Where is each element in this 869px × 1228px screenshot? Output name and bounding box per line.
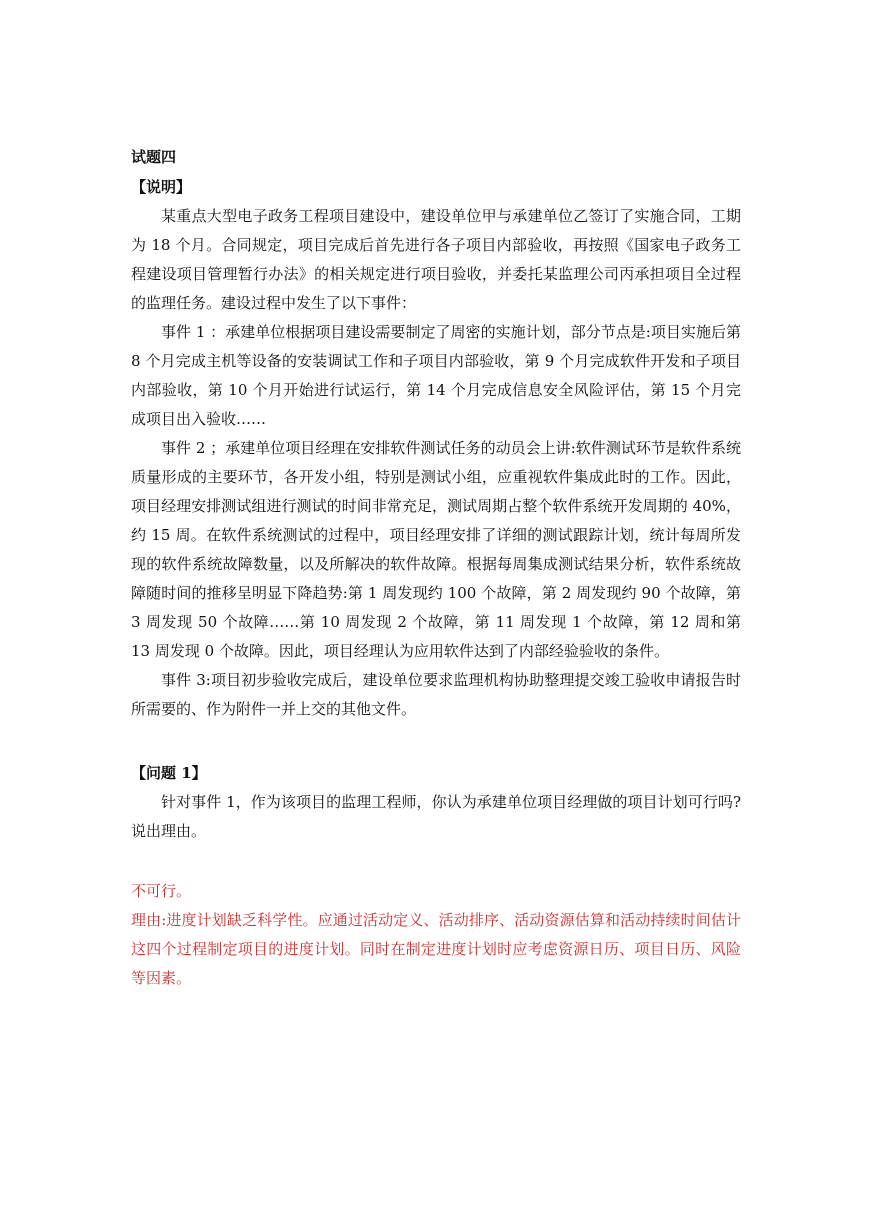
answer-reason: 理由:进度计划缺乏科学性。应通过活动定义、活动排序、活动资源估算和活动持续时间估计这四个过程制定项目的进度计划。同时在制定进度计划时应考虑资源日历、项目日历、风险等因素。 <box>131 911 741 987</box>
question-text: 针对事件 1，作为该项目的监理工程师，你认为承建单位项目经理做的项目计划可行吗?说出理由。 <box>131 793 741 840</box>
paragraph-intro: 某重点大型电子政务工程项目建设中，建设单位甲与承建单位乙签订了实施合同，工期为 18 个月。合同规定，项目完成后首先进行各子项目内部验收，再按照《国家电子政务工程建设项目管理暂行办法》的相关规定进行项目验收，并委托某监理公司丙承担项目全过程的监理任务。建设过程中发生了以下事件： <box>131 207 741 312</box>
spacer <box>131 846 741 877</box>
question-label: 【问题 1】 <box>131 764 207 782</box>
answer-verdict: 不可行。 <box>131 882 192 900</box>
description-label: 【说明】 <box>131 178 192 196</box>
paragraph-event-2: 事件 2 ；承建单位项目经理在安排软件测试任务的动员会上讲:软件测试环节是软件系统质量形成的主要环节，各开发小组，特别是测试小组，应重视软件集成此时的工作。因此，项目经理安排测试组进行测试的时间非常充足，测试周期占整个软件系统开发周期的 40%，约 15 周。在软件系统测试的过程中，项目经理安排了详细的测试跟踪计划，统计每周所发现的软件系统故障数量，以及所解决的软件故障。根据每周集成测试结果分析，软件系统故障随时间的推移呈明显下降趋势:第 1 周发现约 100 个故障，第 2 周发现约 90 个故障，第 3 周发现 50 个故障……第 10 周发现 2 个故障，第 11 周发现 1 个故障，第 12 周和第 13 周发现 0 个故障。因此，项目经理认为应用软件达到了内部经验验收的条件。 <box>131 439 741 660</box>
spacer <box>131 724 741 758</box>
paragraph-event-1: 事件 1 ：承建单位根据项目建设需要制定了周密的实施计划，部分节点是:项目实施后第 8 个月完成主机等设备的安装调试工作和子项目内部验收，第 9 个月完成软件开发和子项目内部验收，第 10 个月开始进行试运行，第 14 个月完成信息安全风险评估，第 15 个月完成项目出入验收…… <box>131 323 741 428</box>
document-page <box>131 142 741 993</box>
paragraph-event-3: 事件 3:项目初步验收完成后，建设单位要求监理机构协助整理提交竣工验收申请报告时所需要的、作为附件一并上交的其他文件。 <box>131 671 741 718</box>
exam-title: 试题四 <box>131 148 177 166</box>
